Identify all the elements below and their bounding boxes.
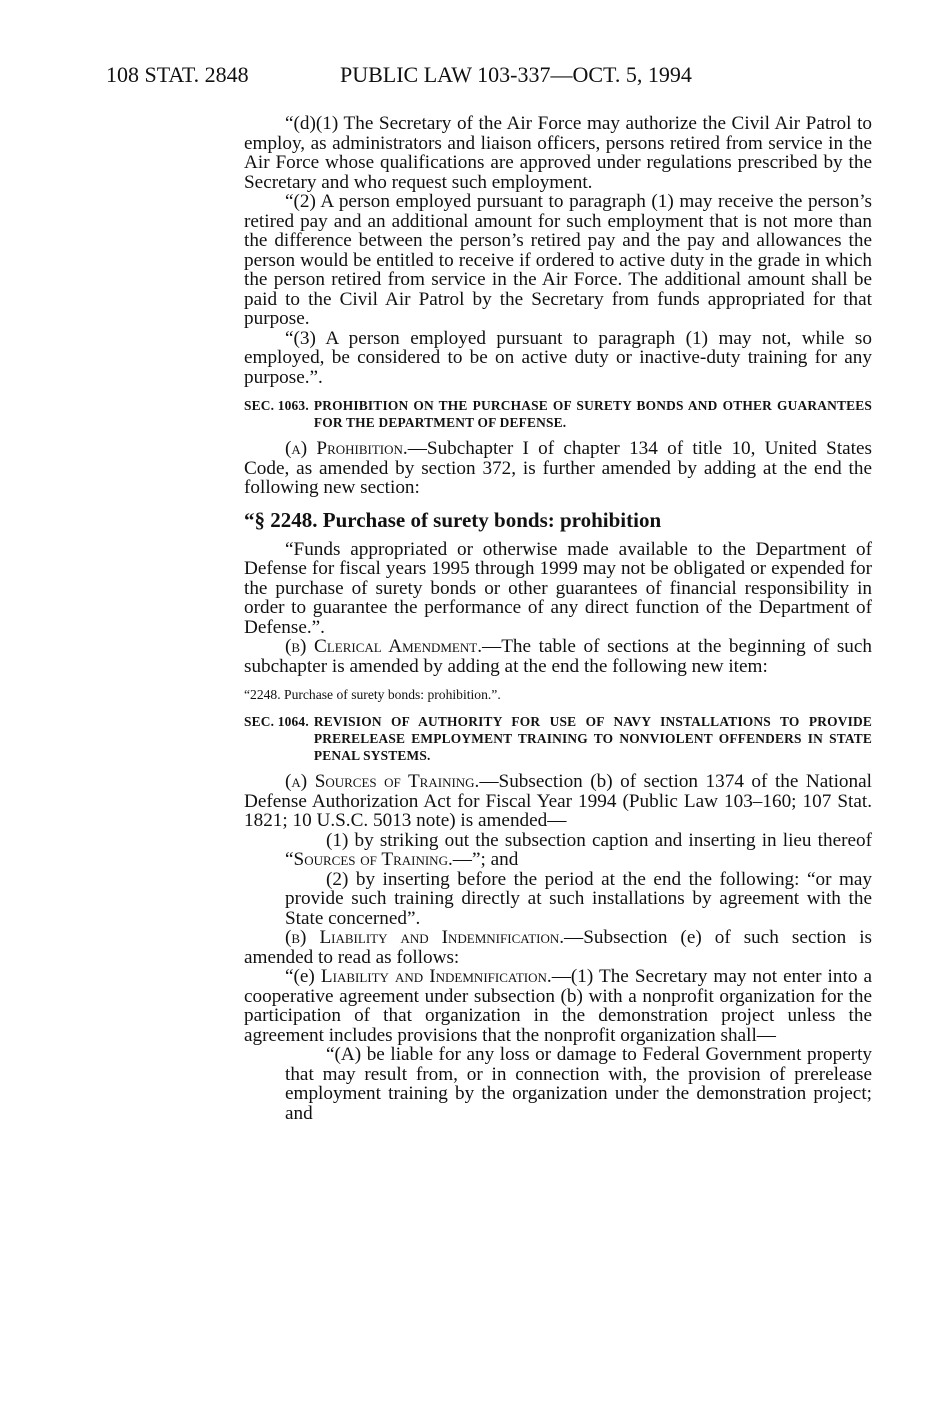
paragraph-1064-a2: (2) by inserting before the period at the end the following: “or may provide such training directly at such installations by agreement with the State concerned”. xyxy=(285,868,872,929)
paragraph-1064-a1-caption: Sources of Training. xyxy=(293,849,453,870)
subsection-1064-e xyxy=(244,967,872,1045)
section-1064-title: REVISION OF AUTHORITY FOR USE OF NAVY INSTALLATIONS TO PROVIDE PRERELEASE EMPLOYMENT TRAINING TO NONVIOLENT OFFENDERS IN STATE PENAL SYSTEMS. xyxy=(313,714,872,763)
public-law-date: PUBLIC LAW 103-337—OCT. 5, 1994 xyxy=(340,62,692,87)
subsection-1064-e-label: Liability and Indemnification. xyxy=(320,966,552,987)
subsection-1063-a xyxy=(244,439,872,498)
paragraph-1064-a1 xyxy=(244,831,872,870)
document-body xyxy=(244,114,872,1123)
paragraph-d2: “(2) A person employed pursuant to paragraph (1) may receive the person’s retired pay and an additional amount for such employment that is not more than the difference between the person’s retired pay and the pay and allowances the person would be entitled to receive if ordered to active duty in the grade in which the person retired from service in the Air Force. The additional amount shall be paid to the Civil Air Patrol by the Secretary from funds appropriated for that purpose. xyxy=(244,191,872,329)
subsection-1064-b xyxy=(244,928,872,967)
subsection-1063-a-label: (a) Prohibition. xyxy=(285,438,408,459)
subsection-1064-e-text: —(1) The Secretary may not enter into a cooperative agreement under subsection (b) with a nonprofit organization for the participation of that organization in the demonstration project unless the agreement includes provisions that the nonprofit organization shall— xyxy=(244,966,873,1046)
section-1063-title: PROHIBITION ON THE PURCHASE OF SURETY BONDS AND OTHER GUARANTEES FOR THE DEPARTMENT OF DEFENSE. xyxy=(313,398,872,430)
subsection-1064-b-label: (b) Liability and Indemnification. xyxy=(285,927,565,948)
section-2248-heading: “§ 2248. Purchase of surety bonds: prohibition xyxy=(244,507,662,532)
subsection-1063-b-label: (b) Clerical Amendment. xyxy=(285,636,483,657)
page-header xyxy=(0,62,948,92)
subsection-1063-a-text: —Subchapter I of chapter 134 of title 10, United States Code, as amended by section 372, is further amended by adding at the end the following new section: xyxy=(244,438,872,498)
paragraph-1064-eA: “(A) be liable for any loss or damage to Federal Government property that may result from, or in connection with, the provision of prerelease employment training by the organization under the demonstration project; and xyxy=(285,1044,872,1124)
section-1063-number: SEC. 1063. xyxy=(244,398,309,413)
subsection-1063-b xyxy=(244,637,872,676)
subsection-1064-e-pre: “(e) xyxy=(285,966,321,987)
paragraph-1064-a1-pre: (1) by striking out the subsection caption and inserting in lieu thereof “ xyxy=(285,829,872,870)
subsection-1064-a xyxy=(244,772,872,831)
subsection-1064-a-text: —Subsection (b) of section 1374 of the National Defense Authorization Act for Fiscal Year 1994 (Public Law 103–160; 107 Stat. 1821; 10 U.S.C. 5013 note) is amended— xyxy=(244,771,872,831)
paragraph-d3: “(3) A person employed pursuant to paragraph (1) may not, while so employed, be considered to be on active duty or inactive-duty training for any purpose.”. xyxy=(244,327,872,388)
clerical-table-item: “2248. Purchase of surety bonds: prohibition.”. xyxy=(244,687,501,702)
subsection-1064-a-label: (a) Sources of Training. xyxy=(285,771,480,792)
section-1063-heading xyxy=(244,397,872,431)
paragraph-d1: “(d)(1) The Secretary of the Air Force may authorize the Civil Air Patrol to employ, as administrators and liaison officers, persons retired from service in the Air Force whose qualifications are approved under regulations prescribed by the Secretary and who request such employment. xyxy=(244,113,872,193)
section-1064-heading xyxy=(244,713,872,764)
paragraph-1064-a1-post: —”; and xyxy=(452,849,519,870)
subsection-1064-b-text: —Subsection (e) of such section is amended to read as follows: xyxy=(244,927,872,968)
stat-page-reference: 108 STAT. 2848 xyxy=(106,62,249,87)
subsection-1063-b-text: —The table of sections at the beginning of such subchapter is amended by adding at the end the following new item: xyxy=(244,636,872,677)
section-1064-number: SEC. 1064. xyxy=(244,714,309,729)
section-2248-text: “Funds appropriated or otherwise made available to the Department of Defense for fiscal years 1995 through 1999 may not be obligated or expended for the purchase of surety bonds or other guarantees of financial responsibility in order to guarantee the performance of any direct function of the Department of Defense.”. xyxy=(244,538,872,638)
